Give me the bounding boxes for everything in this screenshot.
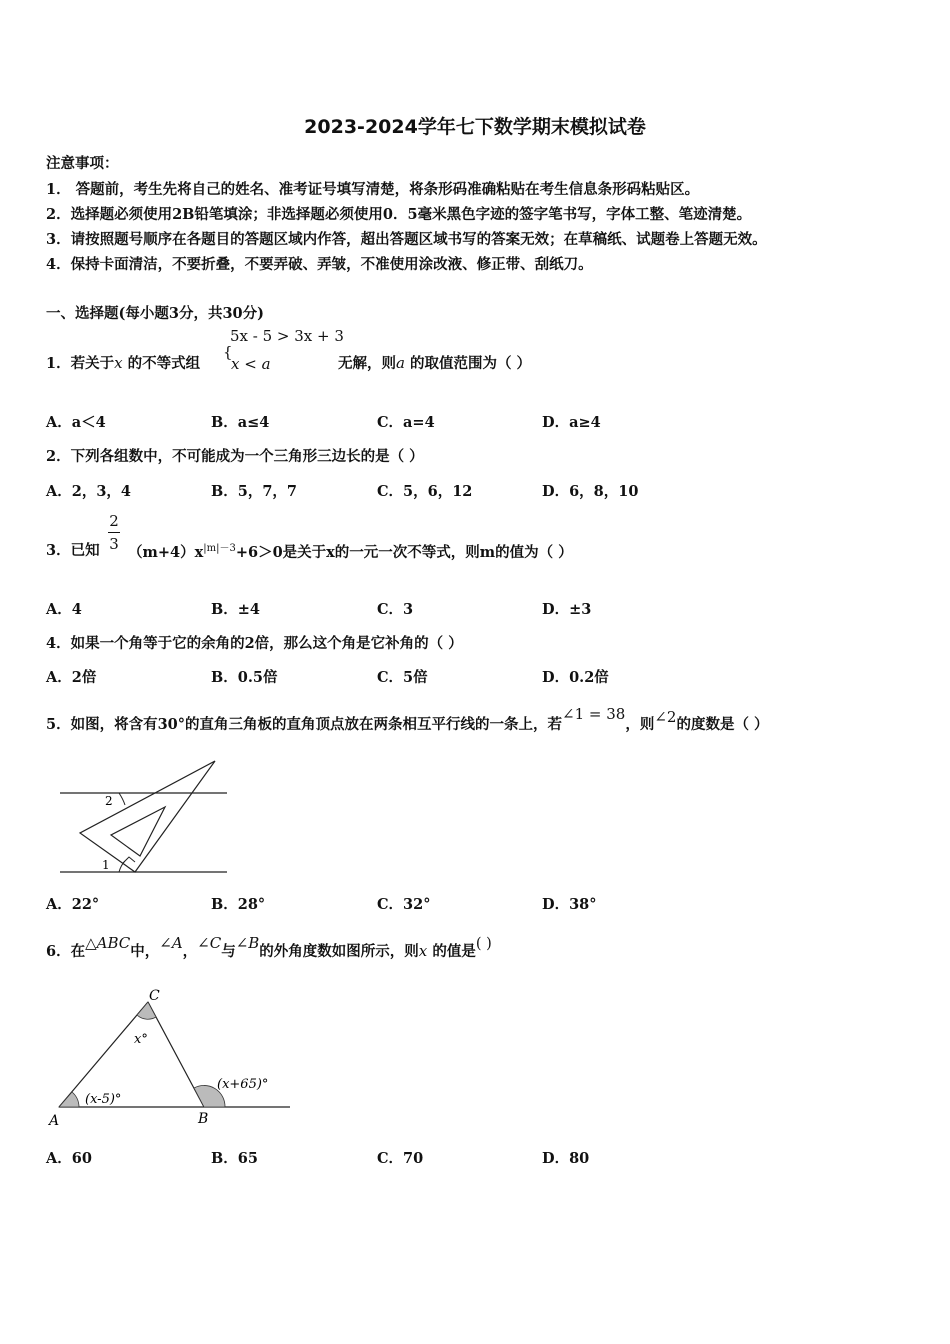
notice-item-1: 1． 答题前，考生先将自己的姓名、准考证号填写清楚，将条形码准确粘贴在考生信息条形码粘贴区。	[46, 181, 700, 198]
vertex-c-label: C	[149, 988, 160, 1004]
notice-item-4: 4．保持卡面清洁，不要折叠，不要弄破、弄皱，不准使用涂改液、修正带、刮纸刀。	[46, 256, 593, 273]
q4-option-c: C．5倍	[377, 669, 428, 686]
angle-c-label: x°	[134, 1032, 148, 1047]
q1-option-d: D．a≥4	[542, 414, 601, 431]
q6-option-c: C．70	[377, 1150, 424, 1167]
q1-option-b: B．a≤4	[211, 414, 270, 431]
triangle-inner	[111, 807, 165, 856]
q3-option-d: D．±3	[542, 601, 592, 618]
q4-option-b: B．0.5倍	[211, 669, 278, 686]
right-angle-mark	[123, 857, 135, 863]
notice-item-2: 2．选择题必须使用2B铅笔填涂；非选择题必须使用0．5毫米黑色字迹的签字笔书写，字体工整、笔迹清楚。	[46, 206, 752, 223]
section-heading: 一、选择题(每小题3分，共30分)	[46, 305, 264, 322]
question-3-prefix: 3．已知	[46, 542, 100, 559]
vertex-b-label: B	[198, 1111, 209, 1127]
question-6-text: 6．在△ABC中，∠A，∠C与∠B的外角度数如图所示，则x 的值是( )	[46, 934, 492, 960]
q1-option-a: A．a＜4	[46, 414, 106, 431]
question-5-text: 5．如图，将含有30°的直角三角板的直角顶点放在两条相互平行线的一条上，若∠1 = 38，则∠2的度数是（ ）	[46, 705, 769, 733]
q6-option-d: D．80	[542, 1150, 590, 1167]
angle-1-label: 1	[102, 858, 110, 872]
q3-option-b: B．±4	[211, 601, 260, 618]
q3-fraction: 2 3	[109, 512, 119, 553]
q1-inequality-2: x < a	[231, 355, 271, 373]
vertex-a-label: A	[49, 1113, 60, 1129]
question-1-suffix: 无解，则a 的取值范围为（ ）	[338, 354, 532, 372]
angle-a-label: (x-5)°	[85, 1092, 122, 1107]
question-4-text: 4．如果一个角等于它的余角的2倍，那么这个角是它补角的（ ）	[46, 635, 463, 652]
q2-option-d: D．6，8，10	[542, 483, 639, 500]
angle-2-arc	[119, 793, 125, 805]
q1-inequality-1: 5x - 5 > 3x + 3	[230, 327, 344, 345]
notice-heading: 注意事项：	[46, 155, 119, 172]
q5-option-a: A．22°	[46, 896, 100, 913]
q4-option-d: D．0.2倍	[542, 669, 609, 686]
q4-option-a: A．2倍	[46, 669, 97, 686]
question-3-text: $(m+4)x^{|m|-3}+6>0$是关于x的一元一次不等式，则m的值为（ ）	[128, 543, 573, 561]
angle-a-shade	[59, 1092, 79, 1107]
q5-option-b: B．28°	[211, 896, 266, 913]
question-1-text: 1．若关于x 的不等式组	[46, 354, 201, 372]
q6-option-b: B．65	[211, 1150, 258, 1167]
q2-option-c: C．5，6，12	[377, 483, 473, 500]
q5-option-c: C．32°	[377, 896, 431, 913]
question-2-text: 2．下列各组数中，不可能成为一个三角形三边长的是（ ）	[46, 448, 424, 465]
notice-item-3: 3．请按照题号顺序在各题目的答题区域内作答，超出答题区域书写的答案无效；在草稿纸、试题卷上答题无效。	[46, 231, 767, 248]
q2-option-b: B．5，7，7	[211, 483, 298, 500]
q3-option-a: A．4	[46, 601, 82, 618]
q1-option-c: C．a=4	[377, 414, 435, 431]
q5-option-d: D．38°	[542, 896, 597, 913]
page-title: 2023-2024学年七下数学期末模拟试卷	[304, 116, 646, 138]
brace: {	[223, 343, 233, 361]
q6-option-a: A．60	[46, 1150, 92, 1167]
q2-option-a: A．2，3，4	[46, 483, 132, 500]
q3-option-c: C．3	[377, 601, 414, 618]
figure-triangle-abc	[45, 985, 295, 1130]
angle-b-label: (x+65)°	[217, 1077, 269, 1092]
figure-parallel-lines-triangle	[55, 755, 235, 880]
angle-2-label: 2	[105, 794, 113, 808]
